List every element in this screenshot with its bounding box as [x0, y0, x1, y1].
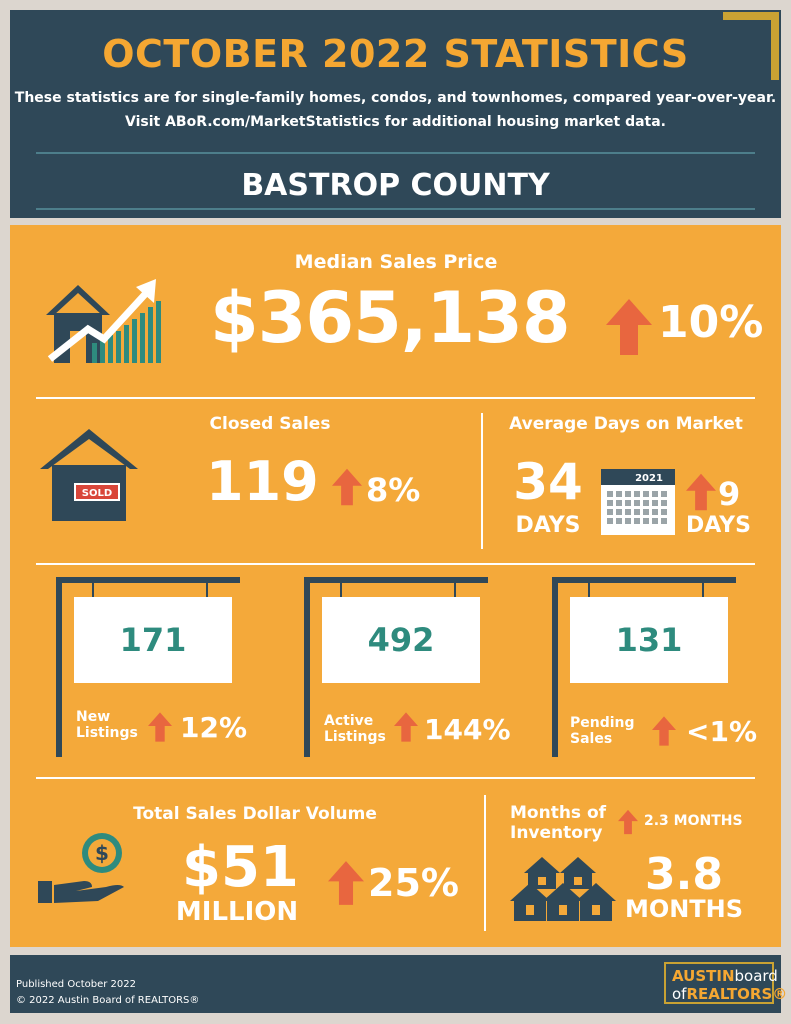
inventory-label-1: Months of	[510, 803, 607, 823]
active-listings-change: 144%	[424, 713, 511, 746]
inventory-value: 3.8	[645, 849, 723, 900]
signpost-arm	[552, 577, 736, 583]
pending-sales-label	[570, 715, 635, 747]
pending-sales-label-2: Sales	[570, 731, 613, 747]
sales-volume-label: Total Sales Dollar Volume	[133, 804, 377, 824]
logo-austin: AUSTIN	[672, 967, 735, 985]
avg-days-change-unit: DAYS	[686, 513, 751, 538]
header-divider-top	[36, 152, 755, 154]
arrow-up-icon	[686, 472, 716, 512]
signpost-pole	[552, 577, 558, 757]
active-listings-value: 492	[322, 597, 480, 683]
subtitle-line-1: These statistics are for single-family homes, condos, and townhomes, compared year-over-year.	[14, 90, 777, 106]
sold-sign-text: SOLD	[81, 488, 113, 499]
arrow-up-icon	[328, 861, 364, 905]
median-price-label: Median Sales Price	[294, 251, 498, 273]
new-listings-value: 171	[74, 597, 232, 683]
new-listings-change: 12%	[180, 711, 248, 744]
arrow-up-icon	[148, 711, 172, 743]
published-date: Published October 2022	[16, 979, 136, 990]
new-listings-label	[76, 709, 138, 741]
avg-days-value: 34	[513, 453, 583, 511]
closed-sales-change: 8%	[366, 471, 421, 509]
page-title: OCTOBER 2022 STATISTICS	[102, 32, 689, 76]
stats-panel	[10, 225, 781, 947]
avg-days-label: Average Days on Market	[509, 414, 743, 434]
arrow-up-icon	[618, 809, 638, 835]
sold-house-icon	[40, 425, 138, 521]
header-banner	[10, 10, 781, 218]
arrow-up-icon	[652, 715, 676, 747]
logo-of: of	[672, 985, 687, 1003]
inventory-unit: MONTHS	[624, 895, 744, 923]
sign-chain	[92, 583, 94, 597]
footer	[10, 955, 788, 1013]
sign-chain	[206, 583, 208, 597]
inventory-label-2: Inventory	[510, 823, 603, 843]
arrow-up-icon	[606, 299, 652, 355]
avg-days-change: 9	[718, 475, 741, 513]
inventory-label	[510, 803, 606, 843]
hand-coin-icon	[36, 829, 132, 909]
arrow-up-icon	[394, 711, 418, 743]
active-listings-label	[324, 713, 386, 745]
signpost-pole	[304, 577, 310, 757]
section-divider	[36, 777, 755, 779]
active-listings-label-2: Listings	[324, 729, 386, 745]
sales-volume-unit: MILLION	[175, 897, 299, 927]
abor-logo	[664, 962, 788, 1004]
section-divider	[36, 397, 755, 399]
subtitle-line-2: Visit ABoR.com/MarketStatistics for additional housing market data.	[124, 114, 667, 130]
sign-chain	[588, 583, 590, 597]
houses-icon	[510, 851, 616, 923]
county-name: BASTROP COUNTY	[241, 168, 550, 203]
calendar-year: 2021	[635, 473, 663, 484]
sales-volume-value: $51	[182, 835, 299, 900]
sign-chain	[340, 583, 342, 597]
house-growth-icon	[44, 273, 164, 368]
pending-sales-change: <1%	[686, 715, 757, 748]
closed-sales-label: Closed Sales	[209, 414, 331, 434]
sign-chain	[454, 583, 456, 597]
sign-chain	[702, 583, 704, 597]
median-price-change: 10%	[658, 297, 764, 348]
arrow-up-icon	[332, 467, 362, 507]
active-listings-label-1: Active	[324, 713, 374, 729]
logo-board: board	[734, 967, 778, 985]
pending-sales-value: 131	[570, 597, 728, 683]
sales-volume-change: 25%	[368, 861, 459, 905]
calendar-icon	[601, 469, 675, 535]
copyright: © 2022 Austin Board of REALTORS®	[16, 995, 200, 1006]
signpost-pole	[56, 577, 62, 757]
section-divider	[36, 563, 755, 565]
new-listings-label-1: New	[76, 709, 111, 725]
header-divider-bottom	[36, 208, 755, 210]
avg-days-unit: DAYS	[515, 513, 581, 538]
signpost-arm	[56, 577, 240, 583]
inventory-change: 2.3 MONTHS	[644, 813, 743, 829]
median-price-value: $365,138	[210, 277, 570, 359]
svg-text:$: $	[95, 841, 109, 865]
pending-sales-label-1: Pending	[570, 715, 635, 731]
vertical-divider	[484, 795, 486, 931]
logo-realtors: REALTORS®	[686, 985, 788, 1003]
signpost-arm	[304, 577, 488, 583]
new-listings-label-2: Listings	[76, 725, 138, 741]
closed-sales-value: 119	[206, 450, 319, 513]
vertical-divider	[481, 413, 483, 549]
